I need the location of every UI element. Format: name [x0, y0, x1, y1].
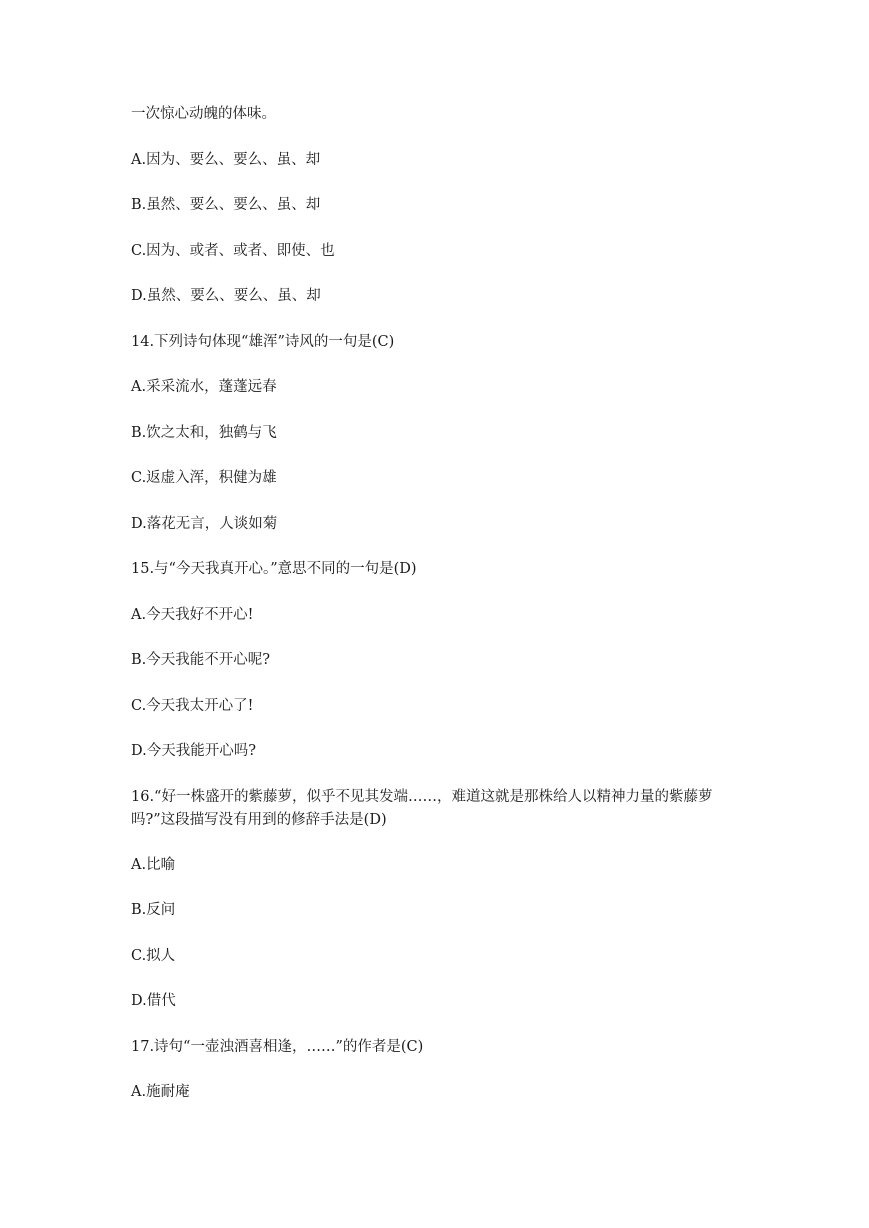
q17-option-a: A.施耐庵 — [131, 1084, 190, 1100]
q16-question: 16.“好一株盛开的紫藤萝，似乎不见其发端……，难道这就是那株给人以精神力量的紫藤萝吗?”这段描写没有用到的修辞手法是(D) — [131, 788, 713, 828]
q17-question: 17.诗句“一壶浊酒喜相逢，……”的作者是(C) — [131, 1038, 424, 1055]
q15-option-b: B.今天我能不开心呢? — [131, 652, 271, 668]
q15-option-c: C.今天我太开心了! — [131, 697, 254, 714]
document-page — [131, 103, 751, 1127]
q14-option-b: B.饮之太和，独鹤与飞 — [131, 424, 277, 441]
q14-option-d: D.落花无言，人谈如菊 — [131, 515, 278, 532]
q13-option-c: C.因为、或者、或者、即使、也 — [131, 242, 335, 259]
q14-option-c: C.返虚入浑，积健为雄 — [131, 470, 277, 486]
q16-option-b: B.反问 — [131, 902, 176, 918]
q14-question: 14.下列诗句体现“雄浑”诗风的一句是(C) — [131, 333, 395, 350]
q13-option-a: A.因为、要么、要么、虽、却 — [131, 151, 321, 168]
q13-option-b: B.虽然、要么、要么、虽、却 — [131, 197, 321, 213]
q14-option-a: A.采采流水，蓬蓬远春 — [131, 379, 277, 395]
q13-option-d: D.虽然、要么、要么、虽、却 — [131, 288, 321, 304]
q15-option-d: D.今天我能开心吗? — [131, 743, 256, 759]
q16-option-d: D.借代 — [131, 993, 176, 1009]
q15-option-a: A.今天我好不开心! — [131, 606, 254, 623]
q16-option-a: A.比喻 — [131, 856, 176, 873]
q16-option-c: C.拟人 — [131, 947, 176, 964]
q15-question: 15.与“今天我真开心。”意思不同的一句是(D) — [131, 561, 417, 577]
text-line-continuation: 一次惊心动魄的体味。 — [131, 106, 276, 122]
